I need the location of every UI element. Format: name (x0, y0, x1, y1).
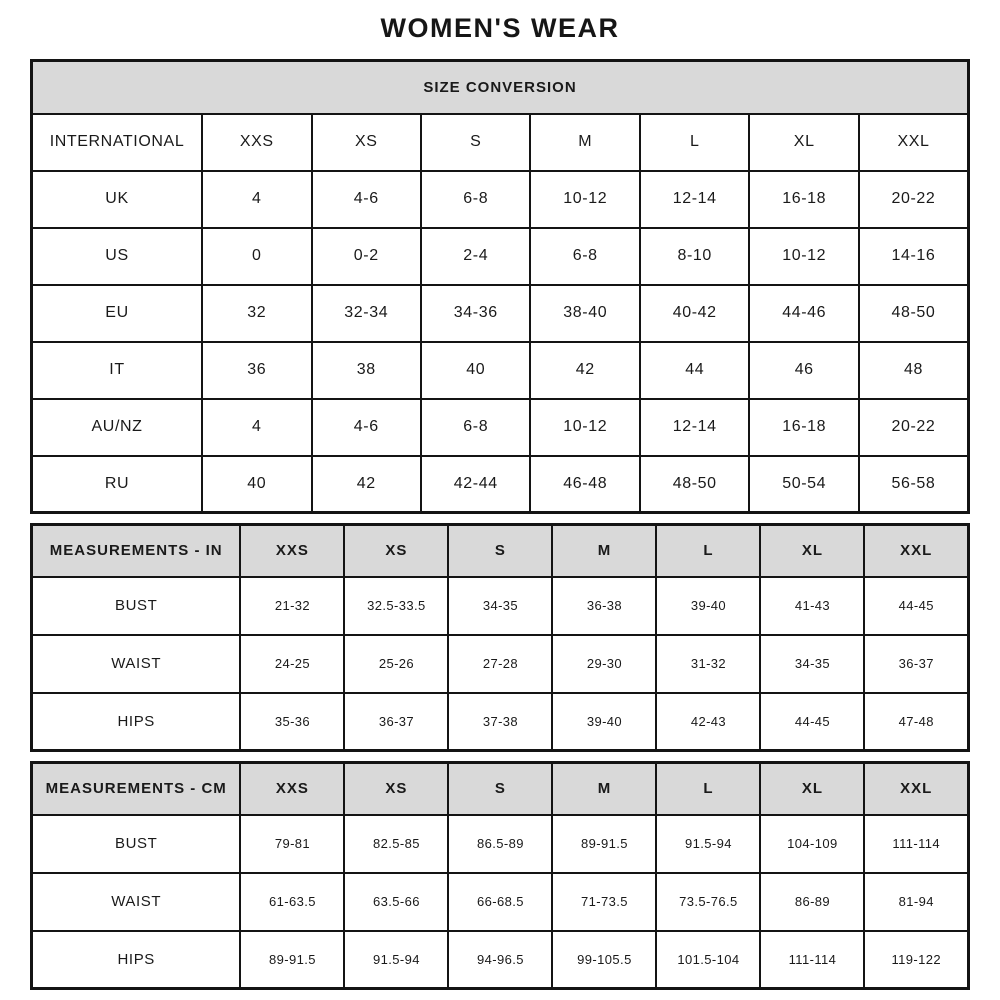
col-header-xs: XS (344, 525, 448, 577)
cell-hips-xs: 91.5-94 (344, 931, 448, 989)
cell-hips-xs: 36-37 (344, 693, 448, 751)
col-header-xxl: XXL (864, 763, 968, 815)
measurements-in-header-row (32, 525, 969, 577)
size-conversion-row-uk (32, 171, 969, 228)
cell-waist-s: 27-28 (448, 635, 552, 693)
measurements-cm-header-row (32, 763, 969, 815)
cell-eu-s: 34-36 (421, 285, 530, 342)
col-header-xl: XL (760, 763, 864, 815)
col-header-xxs: XXS (202, 114, 311, 171)
size-conversion-column-header-row (32, 114, 969, 171)
cell-us-s: 2-4 (421, 228, 530, 285)
col-header-m: M (530, 114, 639, 171)
size-conversion-row-it (32, 342, 969, 399)
cell-waist-xl: 86-89 (760, 873, 864, 931)
col-header-s: S (448, 763, 552, 815)
cell-uk-l: 12-14 (640, 171, 749, 228)
cell-ru-xxl: 56-58 (859, 456, 969, 513)
cell-waist-xxl: 81-94 (864, 873, 968, 931)
row-label-bust: BUST (32, 577, 241, 635)
cell-ru-l: 48-50 (640, 456, 749, 513)
cell-hips-xxs: 35-36 (240, 693, 344, 751)
cell-hips-xxl: 47-48 (864, 693, 968, 751)
col-header-xs: XS (312, 114, 421, 171)
cell-eu-xxl: 48-50 (859, 285, 969, 342)
cell-au-nz-xs: 4-6 (312, 399, 421, 456)
row-label-us: US (32, 228, 203, 285)
cell-it-l: 44 (640, 342, 749, 399)
measurements-in-row-waist (32, 635, 969, 693)
cell-bust-xl: 41-43 (760, 577, 864, 635)
cell-us-xxs: 0 (202, 228, 311, 285)
row-label-au-nz: AU/NZ (32, 399, 203, 456)
cell-hips-s: 94-96.5 (448, 931, 552, 989)
size-conversion-header-row (32, 61, 969, 114)
cell-hips-m: 99-105.5 (552, 931, 656, 989)
cell-hips-m: 39-40 (552, 693, 656, 751)
row-label-hips: HIPS (32, 931, 241, 989)
cell-waist-xl: 34-35 (760, 635, 864, 693)
cell-waist-m: 71-73.5 (552, 873, 656, 931)
col-header-xxl: XXL (859, 114, 969, 171)
cell-uk-xxl: 20-22 (859, 171, 969, 228)
cell-eu-xl: 44-46 (749, 285, 858, 342)
cell-eu-m: 38-40 (530, 285, 639, 342)
col-header-xl: XL (749, 114, 858, 171)
cell-bust-s: 86.5-89 (448, 815, 552, 873)
cell-hips-xxs: 89-91.5 (240, 931, 344, 989)
cell-uk-xxs: 4 (202, 171, 311, 228)
cell-waist-l: 31-32 (656, 635, 760, 693)
size-conversion-row-eu (32, 285, 969, 342)
cell-us-xl: 10-12 (749, 228, 858, 285)
col-header-s: S (421, 114, 530, 171)
cell-eu-xs: 32-34 (312, 285, 421, 342)
row-label-waist: WAIST (32, 635, 241, 693)
row-label-waist: WAIST (32, 873, 241, 931)
cell-waist-l: 73.5-76.5 (656, 873, 760, 931)
cell-eu-l: 40-42 (640, 285, 749, 342)
row-label-eu: EU (32, 285, 203, 342)
cell-uk-s: 6-8 (421, 171, 530, 228)
cell-hips-xl: 111-114 (760, 931, 864, 989)
col-header-xxl: XXL (864, 525, 968, 577)
measurements-cm-header: MEASUREMENTS - CM (32, 763, 241, 815)
cell-au-nz-xl: 16-18 (749, 399, 858, 456)
cell-us-xs: 0-2 (312, 228, 421, 285)
cell-waist-xxs: 24-25 (240, 635, 344, 693)
cell-uk-m: 10-12 (530, 171, 639, 228)
cell-bust-xxl: 111-114 (864, 815, 968, 873)
cell-hips-xxl: 119-122 (864, 931, 968, 989)
cell-hips-l: 42-43 (656, 693, 760, 751)
cell-ru-s: 42-44 (421, 456, 530, 513)
cell-bust-m: 36-38 (552, 577, 656, 635)
col-header-xl: XL (760, 525, 864, 577)
cell-bust-xxs: 21-32 (240, 577, 344, 635)
row-label-hips: HIPS (32, 693, 241, 751)
col-header-l: L (656, 763, 760, 815)
measurements-in-table (30, 523, 970, 752)
measurements-cm-row-bust (32, 815, 969, 873)
cell-ru-m: 46-48 (530, 456, 639, 513)
cell-bust-s: 34-35 (448, 577, 552, 635)
cell-waist-s: 66-68.5 (448, 873, 552, 931)
col-header-xxs: XXS (240, 763, 344, 815)
cell-au-nz-s: 6-8 (421, 399, 530, 456)
cell-bust-xxs: 79-81 (240, 815, 344, 873)
cell-waist-xs: 63.5-66 (344, 873, 448, 931)
size-conversion-table (30, 59, 970, 514)
size-conversion-row-ru (32, 456, 969, 513)
cell-bust-l: 91.5-94 (656, 815, 760, 873)
cell-us-xxl: 14-16 (859, 228, 969, 285)
cell-ru-xs: 42 (312, 456, 421, 513)
measurements-cm-table (30, 761, 970, 990)
cell-bust-l: 39-40 (656, 577, 760, 635)
measurements-cm-row-waist (32, 873, 969, 931)
col-header-s: S (448, 525, 552, 577)
row-label-ru: RU (32, 456, 203, 513)
cell-it-xs: 38 (312, 342, 421, 399)
cell-ru-xxs: 40 (202, 456, 311, 513)
cell-au-nz-m: 10-12 (530, 399, 639, 456)
cell-waist-m: 29-30 (552, 635, 656, 693)
cell-hips-s: 37-38 (448, 693, 552, 751)
cell-bust-m: 89-91.5 (552, 815, 656, 873)
size-conversion-header: SIZE CONVERSION (32, 61, 969, 114)
cell-au-nz-xxs: 4 (202, 399, 311, 456)
measurements-in-row-bust (32, 577, 969, 635)
col-header-m: M (552, 525, 656, 577)
cell-bust-xl: 104-109 (760, 815, 864, 873)
col-header-m: M (552, 763, 656, 815)
cell-au-nz-l: 12-14 (640, 399, 749, 456)
row-label-uk: UK (32, 171, 203, 228)
measurements-cm-row-hips (32, 931, 969, 989)
row-label-bust: BUST (32, 815, 241, 873)
cell-it-xl: 46 (749, 342, 858, 399)
cell-it-s: 40 (421, 342, 530, 399)
cell-it-m: 42 (530, 342, 639, 399)
cell-eu-xxs: 32 (202, 285, 311, 342)
measurements-in-row-hips (32, 693, 969, 751)
cell-hips-l: 101.5-104 (656, 931, 760, 989)
row-label-it: IT (32, 342, 203, 399)
cell-it-xxl: 48 (859, 342, 969, 399)
cell-us-m: 6-8 (530, 228, 639, 285)
cell-waist-xxs: 61-63.5 (240, 873, 344, 931)
cell-uk-xs: 4-6 (312, 171, 421, 228)
col-header-xxs: XXS (240, 525, 344, 577)
cell-us-l: 8-10 (640, 228, 749, 285)
cell-hips-xl: 44-45 (760, 693, 864, 751)
page-title: WOMEN'S WEAR (380, 13, 620, 43)
cell-ru-xl: 50-54 (749, 456, 858, 513)
cell-it-xxs: 36 (202, 342, 311, 399)
cell-uk-xl: 16-18 (749, 171, 858, 228)
cell-waist-xxl: 36-37 (864, 635, 968, 693)
size-conversion-row-us (32, 228, 969, 285)
col-header-l: L (656, 525, 760, 577)
col-header-xs: XS (344, 763, 448, 815)
col-header-l: L (640, 114, 749, 171)
cell-bust-xs: 82.5-85 (344, 815, 448, 873)
size-conversion-row-au-nz (32, 399, 969, 456)
cell-bust-xxl: 44-45 (864, 577, 968, 635)
col-header-international: INTERNATIONAL (32, 114, 203, 171)
measurements-in-header: MEASUREMENTS - IN (32, 525, 241, 577)
cell-au-nz-xxl: 20-22 (859, 399, 969, 456)
cell-waist-xs: 25-26 (344, 635, 448, 693)
cell-bust-xs: 32.5-33.5 (344, 577, 448, 635)
